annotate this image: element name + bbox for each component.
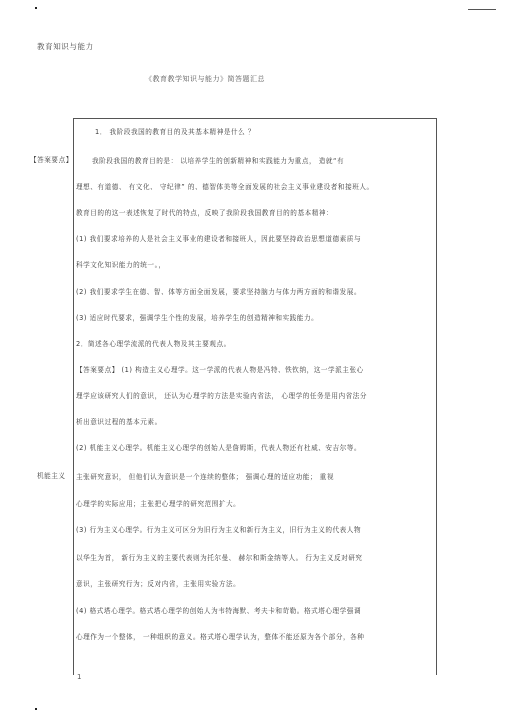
answer-line: (2) 我们要求学生在德、智、体等方面全面发展，要求坚持脑力与体力两方面的和谐发展。 bbox=[76, 288, 362, 296]
answer-line: (3) 行为主义心理学。行为主义可区分为旧行为主义和新行为主义，旧行为主义的代表人物 bbox=[76, 526, 362, 534]
answer-line: 理学应该研究人们的意识， 还认为心理学的方法是实验内省法， 心理学的任务是用内省法分 bbox=[76, 392, 368, 400]
answer-line: 【答案要点】 (1) 构造主义心理学。这一学派的代表人物是冯特、铁钦纳，这一学派主张心 bbox=[76, 366, 364, 374]
content-frame bbox=[73, 118, 437, 675]
answer-line: 科学文化知识能力的统一。， bbox=[76, 261, 166, 269]
answer-line: (3) 适应时代要求，强调学生个性的发展，培养学生的创造精神和实践能力。 bbox=[76, 314, 319, 322]
corner-mark-top bbox=[35, 7, 37, 9]
running-header: 教育知识与能力 bbox=[37, 42, 94, 51]
question-2: 2．简述各心理学流派的代表人物及其主要观点。 bbox=[76, 340, 231, 348]
answer-line: 理想、有道德、 有文化、 守纪律” 的、德智体美等全面发展的社会主义事业建设者和接班人。 bbox=[76, 183, 374, 191]
answer-line: (2) 机能主义心理学。机能主义心理学的创始人是詹姆斯，代表人物还有杜威、安吉尔等。 bbox=[76, 444, 362, 452]
question-1: 1． 我阶段我国的教育目的及其基本精神是什么 ？ bbox=[95, 128, 256, 136]
answer-line: (1) 我们要求培养的人是社会主义事业的建设者和接班人，因此要坚持政治思想道德素质与 bbox=[76, 235, 362, 243]
answer-line: 教育目的的这一表述恢复了时代的特点，反映了我阶段我国教育目的的基本精神： bbox=[76, 209, 334, 217]
answer-line: 心理作为一个整体， 一种组织的意义。格式塔心理学认为，整体不能还原为各个部分，各种 bbox=[76, 633, 365, 641]
header-rule bbox=[468, 9, 496, 10]
answer-label: 【答案要点】 bbox=[30, 156, 73, 164]
answer-line: 主张研究意识， 但他们认为意识是一个连续的整体； 强调心理的适应功能； 重视 bbox=[76, 473, 334, 481]
functionalism-label: 机能主义 bbox=[37, 472, 66, 480]
answer-line: 析出意识过程的基本元素。 bbox=[76, 418, 162, 426]
corner-mark-bottom bbox=[35, 708, 37, 710]
document-title: 《教育教学知识与能力》简答题汇总 bbox=[145, 75, 265, 83]
answer-line: 我阶段我国的教育目的是： 以培养学生的创新精神和实践能力为重点， 造就“有 bbox=[92, 157, 345, 165]
page-number: 1 bbox=[77, 673, 82, 681]
answer-line: 以华生为首， 新行为主义的主要代表则为托尔曼、 赫尔和斯金纳等人。 行为主义反对研究 bbox=[76, 554, 363, 562]
answer-line: 意识，主张研究行为；反对内省，主张用实验方法。 bbox=[76, 580, 241, 588]
answer-line: 心理学的实际应用；主张把心理学的研究范围扩大。 bbox=[76, 500, 241, 508]
answer-line: (4) 格式塔心理学。格式塔心理学的创始人为韦特海默、考夫卡和苛勒。格式塔心理学强调 bbox=[76, 607, 362, 615]
